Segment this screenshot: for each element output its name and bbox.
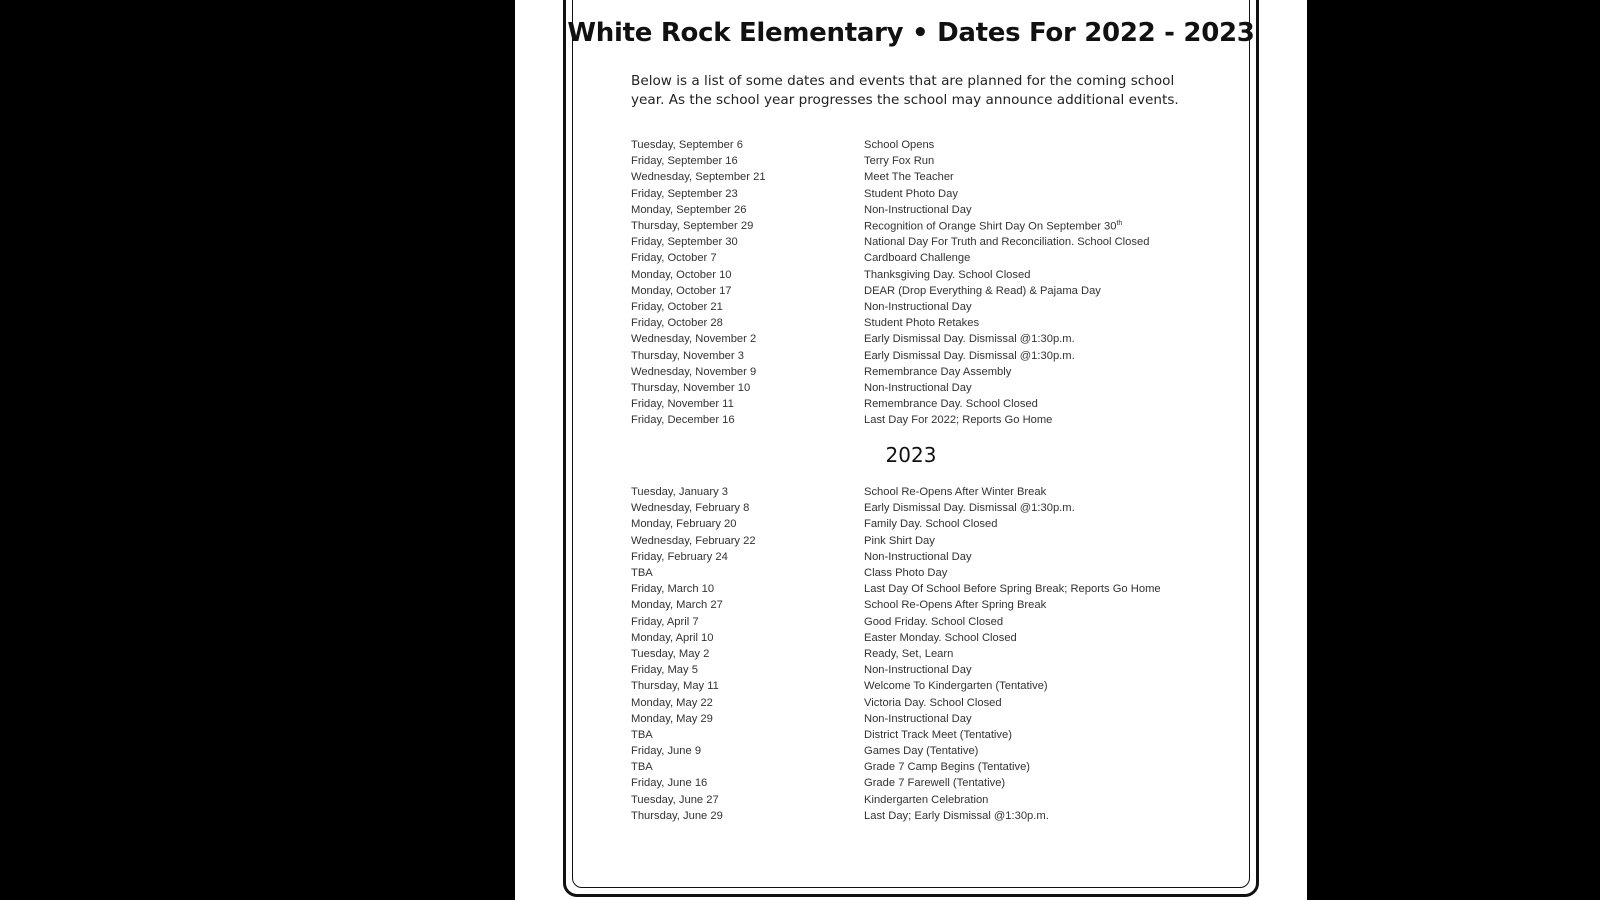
event-description <box>864 414 1052 426</box>
event-row <box>631 267 1251 283</box>
event-date: Wednesday, November 2 <box>631 333 757 346</box>
event-row <box>631 412 1251 428</box>
event-date: Thursday, November 10 <box>631 381 751 394</box>
event-description <box>864 220 1122 233</box>
intro-paragraph: Below is a list of some dates and events that are planned for the coming school year. As the school year progresses the school may announce additional events. <box>631 73 1179 108</box>
event-text: Family Day. School Closed <box>864 518 998 531</box>
event-text: Grade 7 Farewell (Tentative) <box>864 777 1006 790</box>
event-description <box>864 551 972 563</box>
event-text: Class Photo Day <box>864 567 948 580</box>
event-text: Non-Instructional Day <box>864 381 972 394</box>
event-row <box>631 565 1251 581</box>
event-date: Friday, December 16 <box>631 414 735 427</box>
event-row <box>631 759 1251 775</box>
event-date: Friday, November 11 <box>631 398 734 411</box>
event-row <box>631 727 1251 743</box>
event-row <box>631 234 1251 250</box>
event-row <box>631 202 1251 218</box>
event-description <box>864 616 1003 628</box>
event-description <box>864 713 972 725</box>
event-text: Last Day; Early Dismissal @1:30p.m. <box>864 809 1049 822</box>
event-description <box>864 139 934 151</box>
event-date: Wednesday, September 21 <box>631 171 766 184</box>
event-row <box>631 614 1251 630</box>
document-page <box>515 0 1307 900</box>
event-text: Easter Monday. School Closed <box>864 631 1017 644</box>
event-description <box>864 382 972 394</box>
event-row <box>631 662 1251 678</box>
event-text: Thanksgiving Day. School Closed <box>864 268 1031 281</box>
event-text: Victoria Day. School Closed <box>864 696 1002 709</box>
event-row <box>631 186 1251 202</box>
event-date: Monday, September 26 <box>631 203 747 216</box>
event-text: Early Dismissal Day. Dismissal @1:30p.m. <box>864 502 1075 515</box>
event-date: Thursday, May 11 <box>631 680 719 693</box>
event-text: Pink Shirt Day <box>864 534 935 547</box>
event-row <box>631 549 1251 565</box>
event-row <box>631 153 1251 169</box>
event-text: DEAR (Drop Everything & Read) & Pajama Day <box>864 284 1101 297</box>
event-text: Early Dismissal Day. Dismissal @1:30p.m. <box>864 349 1075 362</box>
event-date: Thursday, September 29 <box>631 220 754 233</box>
event-date: Friday, May 5 <box>631 664 698 677</box>
event-row <box>631 808 1251 824</box>
event-description <box>864 366 1011 378</box>
event-date: Friday, April 7 <box>631 615 699 628</box>
event-row <box>631 533 1251 549</box>
event-description <box>864 350 1075 362</box>
event-text: Non-Instructional Day <box>864 550 972 563</box>
year-heading-2023 <box>515 443 1307 467</box>
event-description <box>864 632 1017 644</box>
event-row <box>631 646 1251 662</box>
event-text: Games Day (Tentative) <box>864 745 979 758</box>
event-description <box>864 794 988 806</box>
event-description <box>864 599 1046 611</box>
event-row <box>631 347 1251 363</box>
event-date: Friday, June 16 <box>631 777 708 790</box>
event-row <box>631 331 1251 347</box>
event-row <box>631 792 1251 808</box>
event-description <box>864 252 970 264</box>
event-date: Friday, June 9 <box>631 745 702 758</box>
event-date: Monday, May 22 <box>631 696 713 709</box>
event-description <box>864 518 997 530</box>
event-description <box>864 810 1049 822</box>
event-row <box>631 694 1251 710</box>
event-description <box>864 333 1075 345</box>
event-row <box>631 283 1251 299</box>
event-row <box>631 250 1251 266</box>
event-date: Wednesday, February 8 <box>631 502 750 515</box>
event-text: Ready, Set, Learn <box>864 647 954 660</box>
event-description <box>864 745 978 757</box>
event-description <box>864 502 1075 514</box>
event-text: School Re-Opens After Spring Break <box>864 599 1047 612</box>
event-date: Friday, September 30 <box>631 236 738 249</box>
event-row <box>631 597 1251 613</box>
event-text: Non-Instructional Day <box>864 300 972 313</box>
event-date: Monday, October 17 <box>631 284 732 297</box>
event-row <box>631 630 1251 646</box>
event-text: Welcome To Kindergarten (Tentative) <box>864 680 1048 693</box>
event-date: TBA <box>631 567 653 580</box>
event-date: Friday, February 24 <box>631 550 728 563</box>
event-text: Meet The Teacher <box>864 171 954 184</box>
event-description <box>864 697 1002 709</box>
event-row <box>631 500 1251 516</box>
event-text: Grade 7 Camp Begins (Tentative) <box>864 761 1031 774</box>
event-description <box>864 729 1012 741</box>
event-text: Non-Instructional Day <box>864 664 972 677</box>
event-row <box>631 218 1251 234</box>
event-date: Wednesday, February 22 <box>631 534 756 547</box>
event-description <box>864 680 1048 692</box>
event-date: Tuesday, May 2 <box>631 647 710 660</box>
event-description <box>864 583 1161 595</box>
event-row <box>631 678 1251 694</box>
event-text: Cardboard Challenge <box>864 252 971 265</box>
event-text: National Day For Truth and Reconciliation. School Closed <box>864 236 1150 249</box>
event-description <box>864 486 1046 498</box>
event-description <box>864 535 935 547</box>
event-text: Last Day Of School Before Spring Break; Reports Go Home <box>864 583 1161 596</box>
event-text: Kindergarten Celebration <box>864 793 989 806</box>
event-date: Monday, February 20 <box>631 518 737 531</box>
event-date: Friday, October 7 <box>631 252 717 265</box>
event-date: TBA <box>631 728 653 741</box>
event-description <box>864 664 972 676</box>
event-text: Student Photo Day <box>864 187 958 200</box>
event-description <box>864 301 972 313</box>
event-row <box>631 299 1251 315</box>
event-text: Terry Fox Run <box>864 155 935 168</box>
event-text: Early Dismissal Day. Dismissal @1:30p.m. <box>864 333 1075 346</box>
event-text: Student Photo Retakes <box>864 317 980 330</box>
event-superscript: th <box>1116 219 1123 227</box>
event-text: District Track Meet (Tentative) <box>864 728 1012 741</box>
event-date: Tuesday, January 3 <box>631 486 729 499</box>
event-text: Non-Instructional Day <box>864 203 972 216</box>
event-row <box>631 516 1251 532</box>
event-description <box>864 777 1005 789</box>
event-date: Friday, October 28 <box>631 317 723 330</box>
event-description <box>864 398 1038 410</box>
event-date: Tuesday, September 6 <box>631 139 743 152</box>
event-date: Monday, March 27 <box>631 599 723 612</box>
event-date: Friday, October 21 <box>631 300 723 313</box>
document-title: White Rock Elementary • Dates For 2022 - 2023 <box>567 18 1255 48</box>
event-description <box>864 317 979 329</box>
event-row <box>631 743 1251 759</box>
event-description <box>864 171 954 183</box>
event-row <box>631 484 1251 500</box>
event-text: Good Friday. School Closed <box>864 615 1004 628</box>
event-description <box>864 269 1030 281</box>
event-date: Monday, April 10 <box>631 631 714 644</box>
event-row <box>631 169 1251 185</box>
event-description <box>864 188 958 200</box>
event-description <box>864 155 934 167</box>
event-row <box>631 380 1251 396</box>
event-row <box>631 711 1251 727</box>
event-date: Thursday, June 29 <box>631 809 723 822</box>
event-text: School Opens <box>864 139 935 152</box>
event-text: School Re-Opens After Winter Break <box>864 486 1047 499</box>
event-date: Friday, September 16 <box>631 155 738 168</box>
event-description <box>864 761 1030 773</box>
event-description <box>864 204 972 216</box>
event-text: Remembrance Day Assembly <box>864 365 1012 378</box>
year-heading-text: 2023 <box>885 443 937 467</box>
event-description <box>864 567 947 579</box>
event-row <box>631 775 1251 791</box>
event-date: Monday, May 29 <box>631 712 713 725</box>
event-text: Non-Instructional Day <box>864 712 972 725</box>
events-list-2023 <box>631 484 1251 824</box>
event-row <box>631 137 1251 153</box>
event-text: Last Day For 2022; Reports Go Home <box>864 414 1053 427</box>
event-date: Monday, October 10 <box>631 268 732 281</box>
event-description <box>864 285 1101 297</box>
event-date: Friday, March 10 <box>631 583 715 596</box>
event-text: Recognition of Orange Shirt Day On September 30 <box>864 220 1117 233</box>
event-row <box>631 581 1251 597</box>
event-date: Thursday, November 3 <box>631 349 744 362</box>
event-description <box>864 236 1149 248</box>
event-row <box>631 396 1251 412</box>
event-date: Tuesday, June 27 <box>631 793 719 806</box>
event-date: Friday, September 23 <box>631 187 738 200</box>
events-list-2022 <box>631 137 1251 428</box>
event-date: Wednesday, November 9 <box>631 365 757 378</box>
event-date: TBA <box>631 761 653 774</box>
event-text: Remembrance Day. School Closed <box>864 398 1038 411</box>
event-description <box>864 648 953 660</box>
event-row <box>631 315 1251 331</box>
event-row <box>631 364 1251 380</box>
